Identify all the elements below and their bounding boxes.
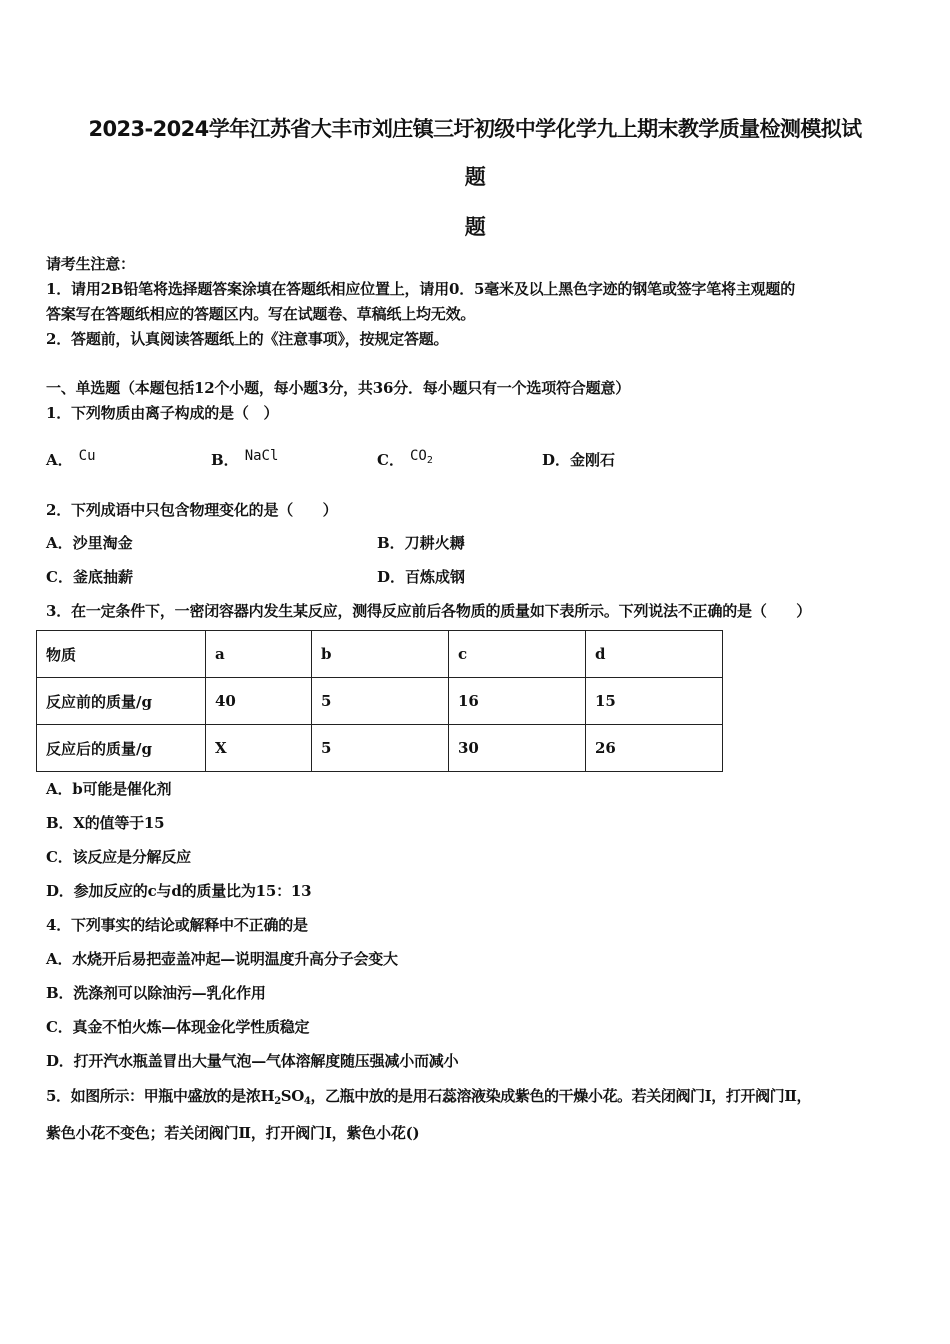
q3-option-d: D．参加反应的c与d的质量比为15：13 [46,882,312,900]
q1-option-a-label: A． [46,451,73,469]
q5-stem-subscript: 2 [274,1096,281,1107]
q5-stem-part: ，乙瓶中放的是用石蕊溶液染成紫色的干燥小花。若关闭阀门Ⅰ，打开阀门Ⅱ， [310,1087,812,1105]
question-2-stem: 2．下列成语中只包含物理变化的是（ ） [46,501,338,519]
q4-option-d: D．打开汽水瓶盖冒出大量气泡—气体溶解度随压强减小而减小 [46,1052,459,1070]
q4-option-b: B．洗涤剂可以除油污—乳化作用 [46,984,266,1002]
table-cell: 30 [449,725,586,772]
notice-item-1b: 答案写在答题纸相应的答题区内。写在试题卷、草稿纸上均无效。 [46,305,476,323]
section-heading: 一、单选题（本题包括12个小题，每小题3分，共36分．每小题只有一个选项符合题意） [46,379,630,397]
question-5-stem-line-2: 紫色小花不变色；若关闭阀门Ⅱ，打开阀门Ⅰ，紫色小花() [46,1124,420,1142]
question-5-stem-line-1 [46,1085,811,1107]
q1-option-c-formula-main: CO [409,448,427,464]
table-cell: 5 [312,725,449,772]
q1-option-c-formula-sub: 2 [426,455,433,466]
q5-stem-part: 5．如图所示：甲瓶中盛放的是浓H [46,1087,275,1105]
q5-stem-subscript: 4 [303,1096,311,1107]
table-row [37,678,723,725]
table-cell: b [312,631,449,678]
question-3-stem: 3．在一定条件下，一密闭容器内发生某反应，测得反应前后各物质的质量如下表所示。下列说法不正确的是（ ） [46,602,812,620]
q1-option-a-formula: Cu [78,448,96,464]
q3-option-b: B．X的值等于15 [46,814,165,832]
q3-option-a: A．b可能是催化剂 [46,780,172,798]
q1-option-b-label: B． [211,451,239,469]
q1-option-d: D．金刚石 [542,451,616,469]
q4-option-a: A．水烧开后易把壶盖冲起—说明温度升高分子会变大 [46,950,398,968]
table-cell: 26 [586,725,723,772]
exam-title-line-3: 题 [464,215,486,239]
mass-table [36,630,723,772]
table-cell: 反应后的质量/g [37,725,206,772]
q1-option-b [211,449,278,470]
table-cell: a [206,631,312,678]
q1-option-c-formula [410,448,433,464]
q2-option-a: A．沙里淘金 [46,534,133,552]
notice-heading: 请考生注意： [46,255,135,273]
table-row-header [37,631,723,678]
q4-option-c: C．真金不怕火炼—体现金化学性质稳定 [46,1018,310,1036]
q5-stem-part: SO [280,1087,304,1105]
exam-title-line-2: 题 [464,165,486,189]
notice-item-2: 2．答题前，认真阅读答题纸上的《注意事项》，按规定答题。 [46,330,449,348]
exam-title-line-1: 2023-2024学年江苏省大丰市刘庄镇三圩初级中学化学九上期末教学质量检测模拟试 [88,117,862,141]
question-4-stem: 4．下列事实的结论或解释中不正确的是 [46,916,308,934]
table-cell: 物质 [37,631,206,678]
q2-option-c: C．釜底抽薪 [46,568,133,586]
q3-option-c: C．该反应是分解反应 [46,848,191,866]
table-cell: 反应前的质量/g [37,678,206,725]
table-cell: 5 [312,678,449,725]
table-cell: d [586,631,723,678]
q1-option-c [377,449,433,471]
table-cell: X [206,725,312,772]
notice-item-1a: 1．请用2B铅笔将选择题答案涂填在答题纸相应位置上，请用0．5毫米及以上黑色字迹的钢笔或签字笔将主观题的 [46,280,796,298]
table-cell: 16 [449,678,586,725]
table-cell: c [449,631,586,678]
table-row [37,725,723,772]
question-1-stem: 1．下列物质由离子构成的是（ ） [46,404,279,422]
table-cell: 15 [586,678,723,725]
q1-option-b-formula: NaCl [244,448,279,464]
table-cell: 40 [206,678,312,725]
q1-option-a [46,449,96,470]
q2-option-d: D．百炼成钢 [377,568,466,586]
q1-option-c-label: C． [377,451,404,469]
q2-option-b: B．刀耕火耨 [377,534,465,552]
